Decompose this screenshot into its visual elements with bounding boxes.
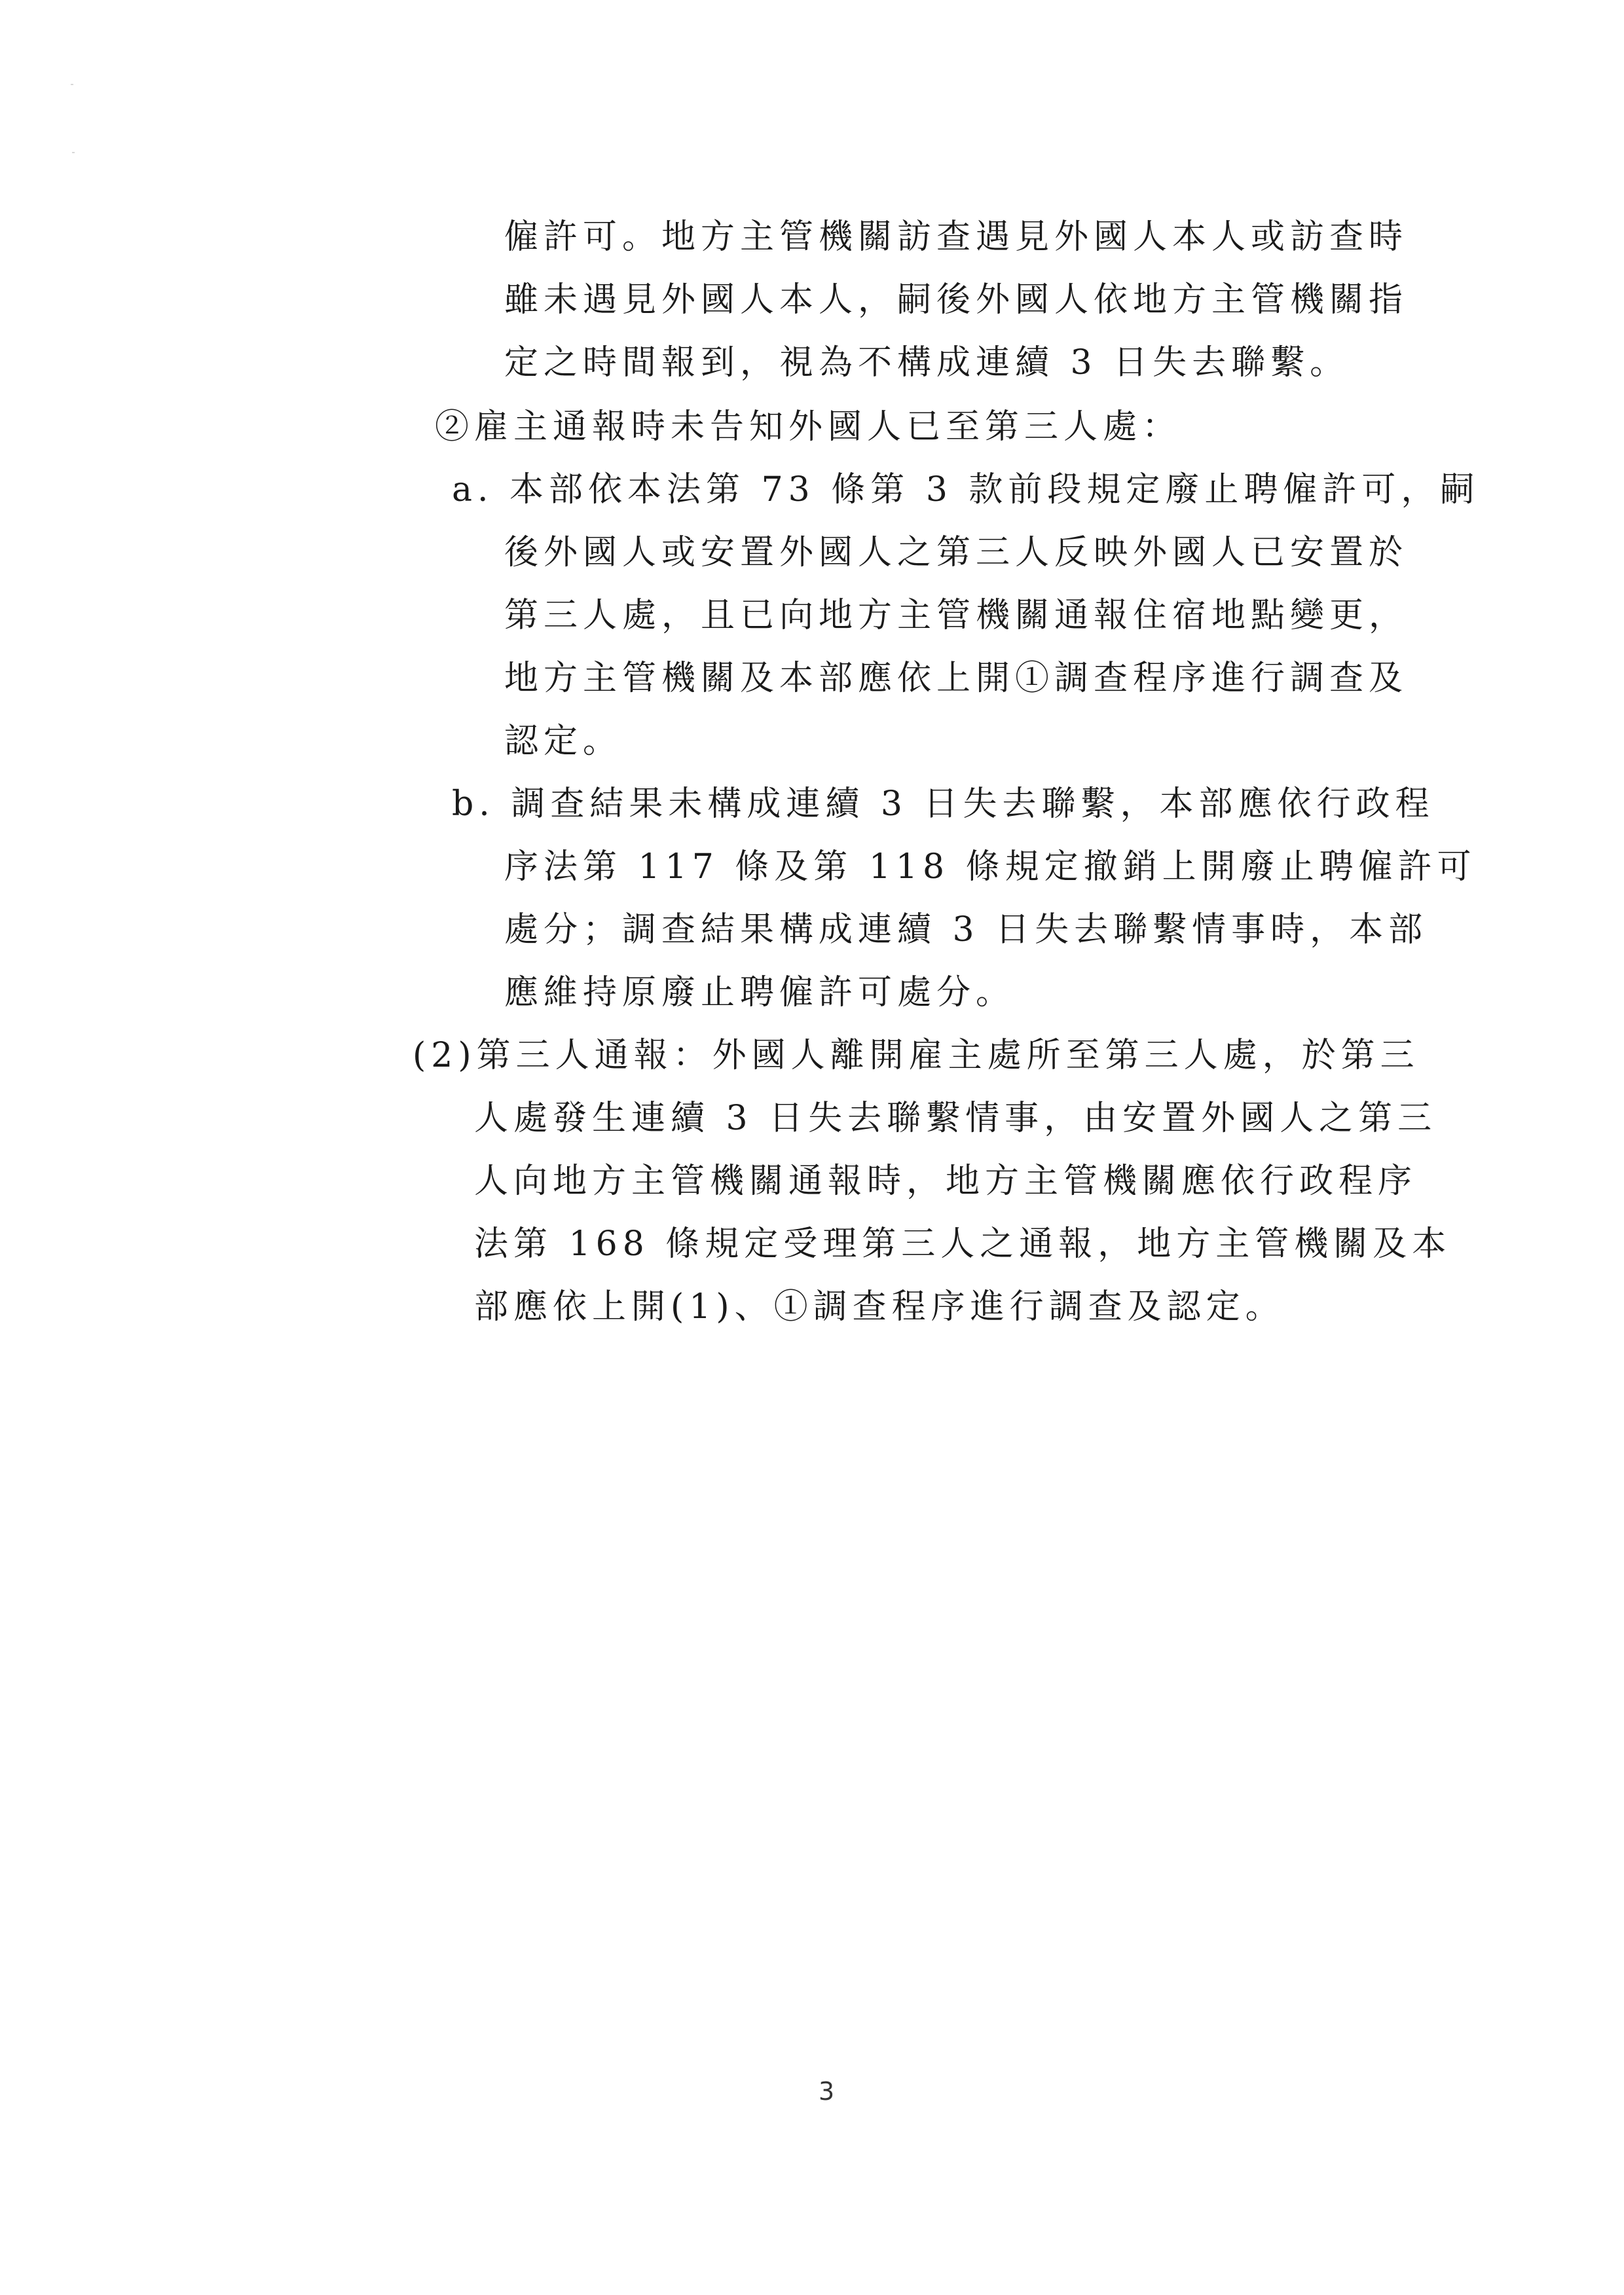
item-a-line-5: 認定。 (504, 722, 623, 761)
page-number: 3 (819, 2077, 835, 2106)
section-2-line-2: 人處發生連續 3 日失去聯繫情事，由安置外國人之第三 (474, 1099, 1437, 1138)
item-b-line-1: b. 調查結果未構成連續 3 日失去聯繫，本部應依行政程 (452, 784, 1435, 824)
section-2-line-1: (2)第三人通報：外國人離開雇主處所至第三人處，於第三 (413, 1036, 1420, 1075)
item-b-line-2: 序法第 117 條及第 118 條規定撤銷上開廢止聘僱許可 (504, 847, 1477, 887)
scan-speck (71, 84, 73, 85)
section-2-line-3: 人向地方主管機關通報時，地方主管機關應依行政程序 (474, 1162, 1418, 1201)
paragraph-line-1: 僱許可。地方主管機關訪查遇見外國人本人或訪查時 (504, 217, 1409, 257)
scan-speck (72, 152, 75, 153)
item-b-line-4: 應維持原廢止聘僱許可處分。 (504, 973, 1016, 1012)
paragraph-line-3: 定之時間報到，視為不構成連續 3 日失去聯繫。 (504, 343, 1350, 382)
item-a-line-3: 第三人處，且已向地方主管機關通報住宿地點變更， (504, 596, 1409, 635)
section-2-line-5: 部應依上開(1)、①調查程序進行調查及認定。 (474, 1287, 1285, 1327)
section-2-line-4: 法第 168 條規定受理第三人之通報，地方主管機關及本 (474, 1224, 1452, 1264)
item-a-line-2: 後外國人或安置外國人之第三人反映外國人已安置於 (504, 533, 1409, 572)
item-a-line-4: 地方主管機關及本部應依上開①調查程序進行調查及 (504, 659, 1409, 698)
paragraph-line-2: 雖未遇見外國人本人，嗣後外國人依地方主管機關指 (504, 280, 1409, 320)
subsection-heading-2: ②雇主通報時未告知外國人已至第三人處： (435, 407, 1182, 447)
item-b-line-3: 處分；調查結果構成連續 3 日失去聯繫情事時，本部 (504, 910, 1428, 949)
item-a-line-1: a. 本部依本法第 73 條第 3 款前段規定廢止聘僱許可，嗣 (452, 470, 1480, 509)
